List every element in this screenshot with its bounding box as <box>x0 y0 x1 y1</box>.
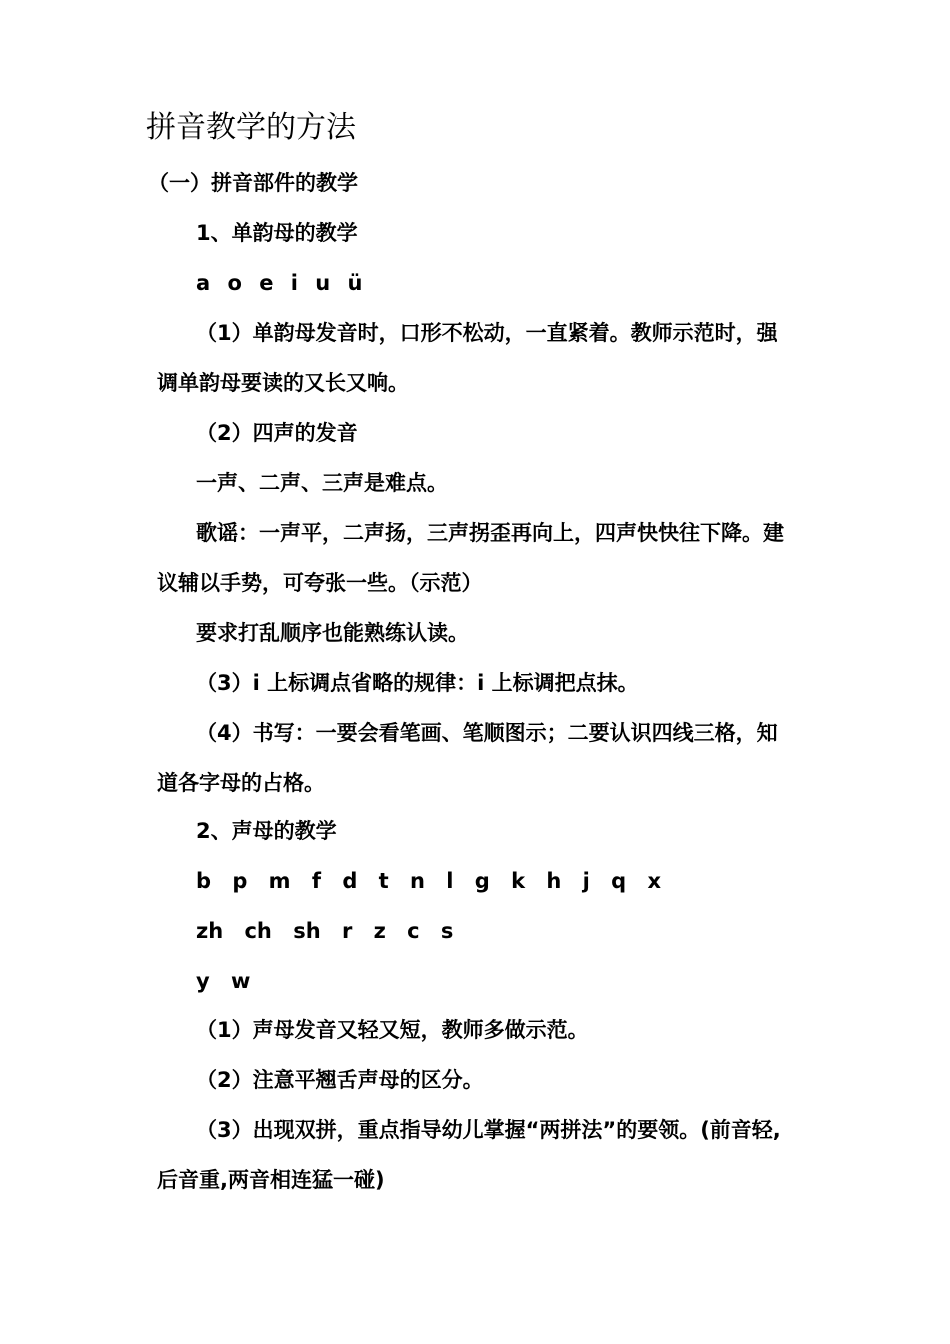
paragraph-2: （2）四声的发音 <box>196 421 358 445</box>
paragraph-10-line-1: （3）出现双拼，重点指导幼儿掌握“两拼法”的要领。(前音轻, <box>196 1118 781 1142</box>
initials-row-1: b p m f d t n l g k h j q x <box>196 869 662 893</box>
initials-row-2: zh ch sh r z c s <box>196 919 454 943</box>
section-heading-1: （一）拼音部件的教学 <box>148 171 358 195</box>
vowel-list: a o e i u ü <box>196 271 363 295</box>
paragraph-4-line-1: 歌谣：一声平，二声扬，三声拐歪再向上，四声快快往下降。建 <box>196 521 784 545</box>
paragraph-4-line-2: 议辅以手势，可夸张一些。（示范） <box>157 571 483 595</box>
paragraph-1-line-1: （1）单韵母发音时，口形不松动，一直紧着。教师示范时，强 <box>196 321 778 345</box>
paragraph-7-line-1: （4）书写：一要会看笔画、笔顺图示；二要认识四线三格，知 <box>196 721 778 745</box>
paragraph-1-line-2: 调单韵母要读的又长又响。 <box>157 371 409 395</box>
subheading-initials: 2、声母的教学 <box>196 819 337 843</box>
paragraph-7-line-2: 道各字母的占格。 <box>157 771 325 795</box>
paragraph-9: （2）注意平翘舌声母的区分。 <box>196 1068 484 1092</box>
paragraph-5: 要求打乱顺序也能熟练认读。 <box>196 621 469 645</box>
paragraph-6: （3）i 上标调点省略的规律：i 上标调把点抹。 <box>196 671 639 695</box>
paragraph-3: 一声、二声、三声是难点。 <box>196 471 448 495</box>
subheading-vowels: 1、单韵母的教学 <box>196 221 358 245</box>
paragraph-8: （1）声母发音又轻又短，教师多做示范。 <box>196 1018 589 1042</box>
document-title: 拼音教学的方法 <box>146 110 356 145</box>
initials-row-3: y w <box>196 969 251 993</box>
paragraph-10-line-2: 后音重,两音相连猛一碰) <box>157 1168 385 1192</box>
